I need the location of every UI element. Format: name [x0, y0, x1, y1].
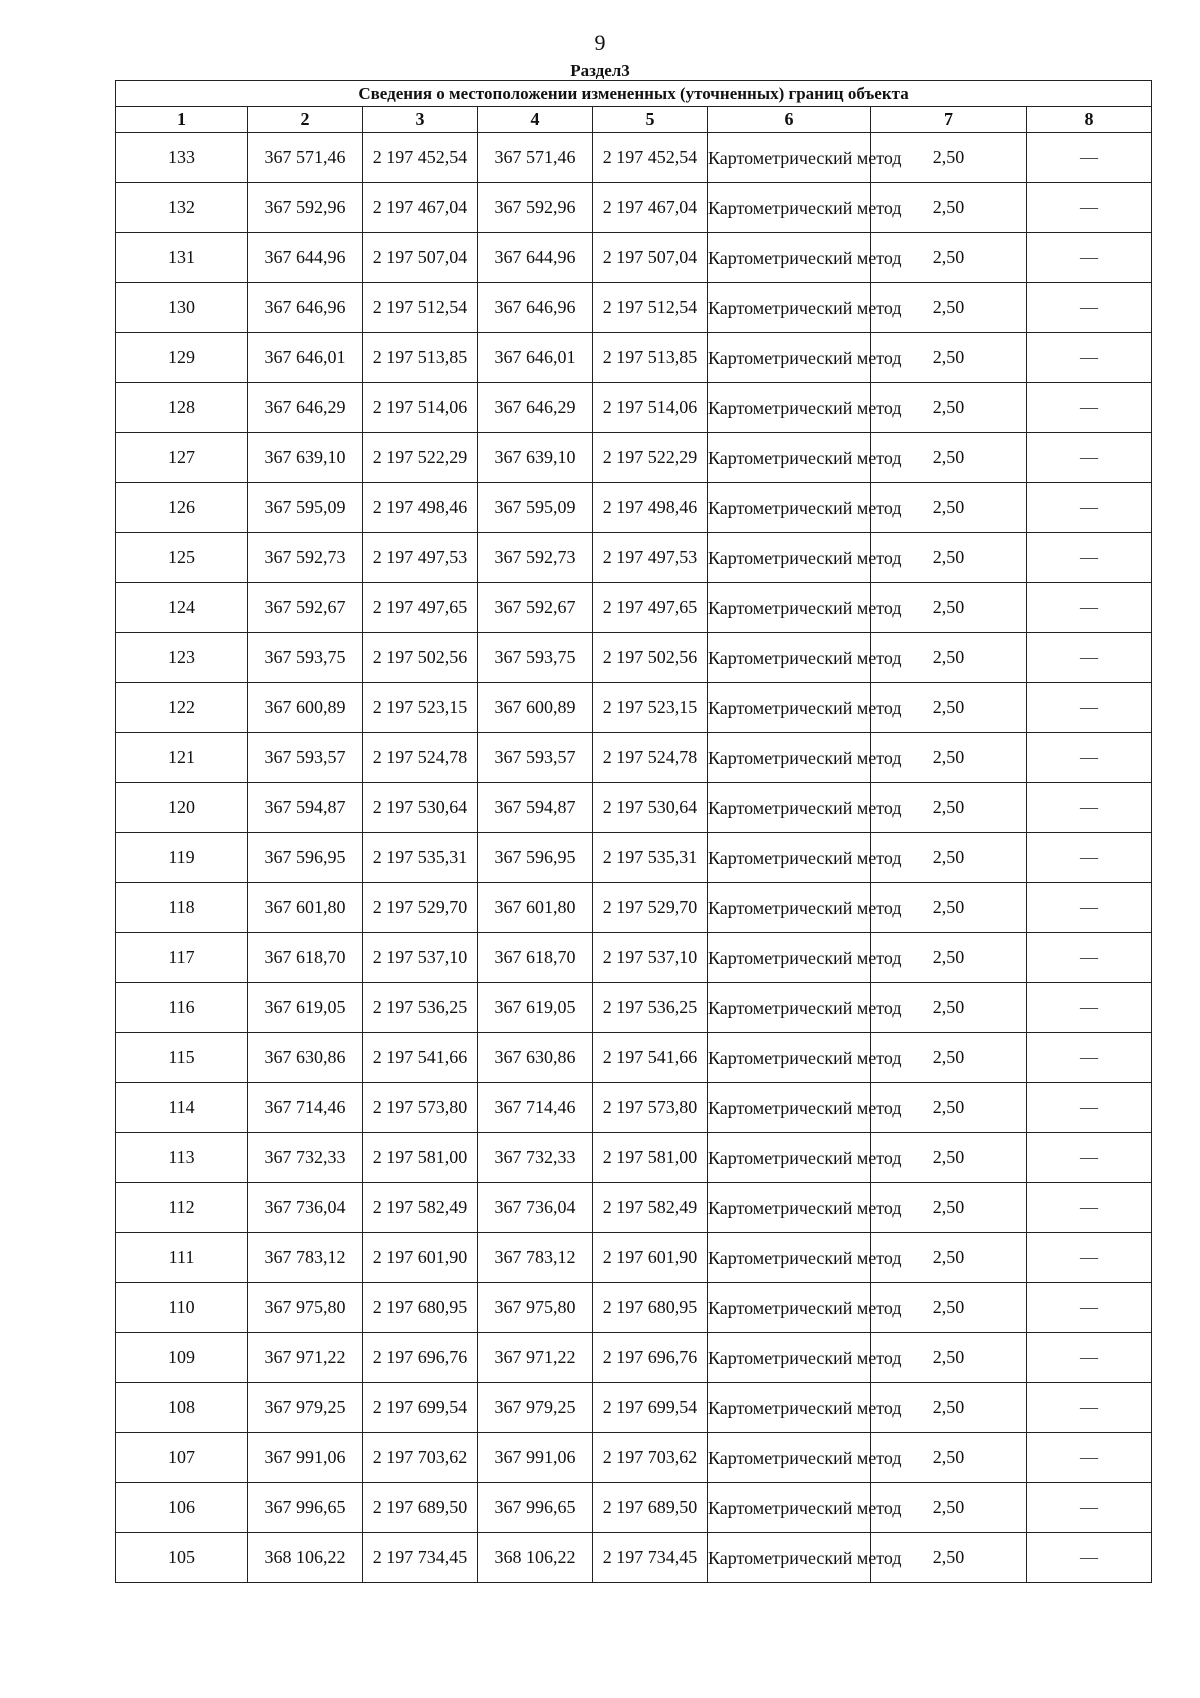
x-coordinate-cell: 367 619,05 — [478, 983, 593, 1033]
method-cell: Картометрический метод — [708, 533, 871, 583]
x-coordinate-cell: 367 630,86 — [248, 1033, 363, 1083]
accuracy-cell: 2,50 — [871, 1033, 1027, 1083]
point-number-cell: 110 — [116, 1283, 248, 1333]
y-coordinate-cell: 2 197 497,65 — [363, 583, 478, 633]
description-cell: — — [1027, 1133, 1152, 1183]
y-coordinate-cell: 2 197 522,29 — [363, 433, 478, 483]
accuracy-cell: 2,50 — [871, 1433, 1027, 1483]
description-cell: — — [1027, 933, 1152, 983]
x-coordinate-cell: 367 714,46 — [248, 1083, 363, 1133]
x-coordinate-cell: 367 593,75 — [248, 633, 363, 683]
x-coordinate-cell: 367 592,67 — [478, 583, 593, 633]
y-coordinate-cell: 2 197 703,62 — [363, 1433, 478, 1483]
x-coordinate-cell: 367 979,25 — [478, 1383, 593, 1433]
description-cell: — — [1027, 1033, 1152, 1083]
x-coordinate-cell: 367 736,04 — [478, 1183, 593, 1233]
accuracy-cell: 2,50 — [871, 1233, 1027, 1283]
x-coordinate-cell: 367 571,46 — [248, 133, 363, 183]
x-coordinate-cell: 367 783,12 — [478, 1233, 593, 1283]
accuracy-cell: 2,50 — [871, 1083, 1027, 1133]
method-cell: Картометрический метод — [708, 133, 871, 183]
method-cell: Картометрический метод — [708, 383, 871, 433]
accuracy-cell: 2,50 — [871, 1483, 1027, 1533]
description-cell: — — [1027, 983, 1152, 1033]
table-row — [116, 733, 1152, 783]
y-coordinate-cell: 2 197 601,90 — [593, 1233, 708, 1283]
x-coordinate-cell: 367 991,06 — [478, 1433, 593, 1483]
x-coordinate-cell: 367 971,22 — [248, 1333, 363, 1383]
y-coordinate-cell: 2 197 467,04 — [593, 183, 708, 233]
method-cell: Картометрический метод — [708, 483, 871, 533]
x-coordinate-cell: 367 619,05 — [248, 983, 363, 1033]
y-coordinate-cell: 2 197 497,53 — [593, 533, 708, 583]
method-cell: Картометрический метод — [708, 333, 871, 383]
y-coordinate-cell: 2 197 498,46 — [593, 483, 708, 533]
y-coordinate-cell: 2 197 573,80 — [593, 1083, 708, 1133]
y-coordinate-cell: 2 197 507,04 — [363, 233, 478, 283]
y-coordinate-cell: 2 197 507,04 — [593, 233, 708, 283]
column-header: 1 — [116, 107, 248, 133]
x-coordinate-cell: 367 601,80 — [248, 883, 363, 933]
point-number-cell: 128 — [116, 383, 248, 433]
method-cell: Картометрический метод — [708, 733, 871, 783]
table-caption: Сведения о местоположении измененных (уточненных) границ объекта — [116, 81, 1152, 107]
point-number-cell: 116 — [116, 983, 248, 1033]
x-coordinate-cell: 367 592,67 — [248, 583, 363, 633]
y-coordinate-cell: 2 197 530,64 — [363, 783, 478, 833]
x-coordinate-cell: 367 646,96 — [478, 283, 593, 333]
table-row — [116, 1333, 1152, 1383]
y-coordinate-cell: 2 197 523,15 — [593, 683, 708, 733]
table-row — [116, 1283, 1152, 1333]
description-cell: — — [1027, 1233, 1152, 1283]
y-coordinate-cell: 2 197 696,76 — [363, 1333, 478, 1383]
point-number-cell: 106 — [116, 1483, 248, 1533]
table-row — [116, 1483, 1152, 1533]
method-cell: Картометрический метод — [708, 583, 871, 633]
accuracy-cell: 2,50 — [871, 483, 1027, 533]
description-cell: — — [1027, 783, 1152, 833]
y-coordinate-cell: 2 197 734,45 — [363, 1533, 478, 1583]
y-coordinate-cell: 2 197 536,25 — [593, 983, 708, 1033]
method-cell: Картометрический метод — [708, 433, 871, 483]
method-cell: Картометрический метод — [708, 1433, 871, 1483]
column-header: 5 — [593, 107, 708, 133]
description-cell: — — [1027, 133, 1152, 183]
method-cell: Картометрический метод — [708, 1033, 871, 1083]
description-cell: — — [1027, 183, 1152, 233]
method-cell: Картометрический метод — [708, 783, 871, 833]
x-coordinate-cell: 367 592,73 — [248, 533, 363, 583]
point-number-cell: 113 — [116, 1133, 248, 1183]
accuracy-cell: 2,50 — [871, 433, 1027, 483]
description-cell: — — [1027, 433, 1152, 483]
x-coordinate-cell: 367 736,04 — [248, 1183, 363, 1233]
description-cell: — — [1027, 1183, 1152, 1233]
column-header: 3 — [363, 107, 478, 133]
point-number-cell: 120 — [116, 783, 248, 833]
y-coordinate-cell: 2 197 514,06 — [363, 383, 478, 433]
y-coordinate-cell: 2 197 524,78 — [593, 733, 708, 783]
method-cell: Картометрический метод — [708, 633, 871, 683]
y-coordinate-cell: 2 197 530,64 — [593, 783, 708, 833]
table-row — [116, 633, 1152, 683]
column-header: 6 — [708, 107, 871, 133]
method-cell: Картометрический метод — [708, 1233, 871, 1283]
accuracy-cell: 2,50 — [871, 733, 1027, 783]
y-coordinate-cell: 2 197 573,80 — [363, 1083, 478, 1133]
method-cell: Картометрический метод — [708, 883, 871, 933]
accuracy-cell: 2,50 — [871, 1183, 1027, 1233]
description-cell: — — [1027, 283, 1152, 333]
x-coordinate-cell: 367 644,96 — [248, 233, 363, 283]
accuracy-cell: 2,50 — [871, 1333, 1027, 1383]
table-body — [116, 133, 1152, 1583]
x-coordinate-cell: 367 646,01 — [248, 333, 363, 383]
x-coordinate-cell: 367 593,57 — [248, 733, 363, 783]
table-row — [116, 933, 1152, 983]
description-cell: — — [1027, 1383, 1152, 1433]
method-cell: Картометрический метод — [708, 1483, 871, 1533]
method-cell: Картометрический метод — [708, 1183, 871, 1233]
x-coordinate-cell: 367 618,70 — [478, 933, 593, 983]
table-row — [116, 1383, 1152, 1433]
accuracy-cell: 2,50 — [871, 533, 1027, 583]
method-cell: Картометрический метод — [708, 1383, 871, 1433]
point-number-cell: 111 — [116, 1233, 248, 1283]
table-row — [116, 1083, 1152, 1133]
y-coordinate-cell: 2 197 529,70 — [593, 883, 708, 933]
y-coordinate-cell: 2 197 529,70 — [363, 883, 478, 933]
accuracy-cell: 2,50 — [871, 1283, 1027, 1333]
y-coordinate-cell: 2 197 467,04 — [363, 183, 478, 233]
table-row — [116, 333, 1152, 383]
x-coordinate-cell: 367 646,01 — [478, 333, 593, 383]
method-cell: Картометрический метод — [708, 683, 871, 733]
y-coordinate-cell: 2 197 541,66 — [593, 1033, 708, 1083]
table-row — [116, 683, 1152, 733]
y-coordinate-cell: 2 197 523,15 — [363, 683, 478, 733]
point-number-cell: 126 — [116, 483, 248, 533]
accuracy-cell: 2,50 — [871, 1133, 1027, 1183]
x-coordinate-cell: 368 106,22 — [478, 1533, 593, 1583]
accuracy-cell: 2,50 — [871, 983, 1027, 1033]
accuracy-cell: 2,50 — [871, 633, 1027, 683]
description-cell: — — [1027, 1483, 1152, 1533]
accuracy-cell: 2,50 — [871, 283, 1027, 333]
description-cell: — — [1027, 1083, 1152, 1133]
y-coordinate-cell: 2 197 524,78 — [363, 733, 478, 783]
column-header: 4 — [478, 107, 593, 133]
y-coordinate-cell: 2 197 699,54 — [363, 1383, 478, 1433]
accuracy-cell: 2,50 — [871, 183, 1027, 233]
y-coordinate-cell: 2 197 699,54 — [593, 1383, 708, 1433]
table-row — [116, 433, 1152, 483]
y-coordinate-cell: 2 197 452,54 — [363, 133, 478, 183]
x-coordinate-cell: 367 996,65 — [248, 1483, 363, 1533]
x-coordinate-cell: 367 593,75 — [478, 633, 593, 683]
x-coordinate-cell: 367 783,12 — [248, 1233, 363, 1283]
y-coordinate-cell: 2 197 497,53 — [363, 533, 478, 583]
table-row — [116, 1133, 1152, 1183]
description-cell: — — [1027, 233, 1152, 283]
x-coordinate-cell: 367 971,22 — [478, 1333, 593, 1383]
point-number-cell: 130 — [116, 283, 248, 333]
x-coordinate-cell: 367 630,86 — [478, 1033, 593, 1083]
y-coordinate-cell: 2 197 696,76 — [593, 1333, 708, 1383]
x-coordinate-cell: 367 594,87 — [248, 783, 363, 833]
y-coordinate-cell: 2 197 536,25 — [363, 983, 478, 1033]
x-coordinate-cell: 367 592,96 — [248, 183, 363, 233]
x-coordinate-cell: 367 646,29 — [478, 383, 593, 433]
point-number-cell: 131 — [116, 233, 248, 283]
accuracy-cell: 2,50 — [871, 583, 1027, 633]
point-number-cell: 114 — [116, 1083, 248, 1133]
accuracy-cell: 2,50 — [871, 1533, 1027, 1583]
accuracy-cell: 2,50 — [871, 1383, 1027, 1433]
description-cell: — — [1027, 483, 1152, 533]
y-coordinate-cell: 2 197 703,62 — [593, 1433, 708, 1483]
accuracy-cell: 2,50 — [871, 383, 1027, 433]
x-coordinate-cell: 367 595,09 — [478, 483, 593, 533]
y-coordinate-cell: 2 197 601,90 — [363, 1233, 478, 1283]
x-coordinate-cell: 367 975,80 — [248, 1283, 363, 1333]
y-coordinate-cell: 2 197 535,31 — [363, 833, 478, 883]
y-coordinate-cell: 2 197 541,66 — [363, 1033, 478, 1083]
y-coordinate-cell: 2 197 512,54 — [593, 283, 708, 333]
point-number-cell: 112 — [116, 1183, 248, 1233]
x-coordinate-cell: 367 600,89 — [248, 683, 363, 733]
method-cell: Картометрический метод — [708, 183, 871, 233]
method-cell: Картометрический метод — [708, 1333, 871, 1383]
y-coordinate-cell: 2 197 582,49 — [593, 1183, 708, 1233]
column-header: 7 — [871, 107, 1027, 133]
accuracy-cell: 2,50 — [871, 683, 1027, 733]
x-coordinate-cell: 367 571,46 — [478, 133, 593, 183]
y-coordinate-cell: 2 197 512,54 — [363, 283, 478, 333]
page-number: 9 — [594, 30, 606, 55]
point-number-cell: 129 — [116, 333, 248, 383]
table-row — [116, 883, 1152, 933]
accuracy-cell: 2,50 — [871, 933, 1027, 983]
method-cell: Картометрический метод — [708, 1533, 871, 1583]
y-coordinate-cell: 2 197 582,49 — [363, 1183, 478, 1233]
y-coordinate-cell: 2 197 680,95 — [593, 1283, 708, 1333]
y-coordinate-cell: 2 197 522,29 — [593, 433, 708, 483]
table-caption-row — [116, 81, 1152, 107]
point-number-cell: 119 — [116, 833, 248, 883]
method-cell: Картометрический метод — [708, 1083, 871, 1133]
table-row — [116, 383, 1152, 433]
description-cell: — — [1027, 683, 1152, 733]
description-cell: — — [1027, 1283, 1152, 1333]
x-coordinate-cell: 367 639,10 — [478, 433, 593, 483]
description-cell: — — [1027, 1433, 1152, 1483]
y-coordinate-cell: 2 197 452,54 — [593, 133, 708, 183]
y-coordinate-cell: 2 197 537,10 — [593, 933, 708, 983]
table-row — [116, 833, 1152, 883]
x-coordinate-cell: 367 732,33 — [248, 1133, 363, 1183]
point-number-cell: 121 — [116, 733, 248, 783]
point-number-cell: 105 — [116, 1533, 248, 1583]
x-coordinate-cell: 367 646,29 — [248, 383, 363, 433]
x-coordinate-cell: 367 592,96 — [478, 183, 593, 233]
x-coordinate-cell: 367 975,80 — [478, 1283, 593, 1333]
method-cell: Картометрический метод — [708, 283, 871, 333]
table-row — [116, 483, 1152, 533]
column-header: 2 — [248, 107, 363, 133]
point-number-cell: 118 — [116, 883, 248, 933]
y-coordinate-cell: 2 197 513,85 — [363, 333, 478, 383]
description-cell: — — [1027, 1333, 1152, 1383]
x-coordinate-cell: 367 996,65 — [478, 1483, 593, 1533]
point-number-cell: 125 — [116, 533, 248, 583]
y-coordinate-cell: 2 197 734,45 — [593, 1533, 708, 1583]
description-cell: — — [1027, 883, 1152, 933]
point-number-cell: 117 — [116, 933, 248, 983]
point-number-cell: 108 — [116, 1383, 248, 1433]
accuracy-cell: 2,50 — [871, 233, 1027, 283]
x-coordinate-cell: 367 600,89 — [478, 683, 593, 733]
accuracy-cell: 2,50 — [871, 133, 1027, 183]
accuracy-cell: 2,50 — [871, 833, 1027, 883]
column-header: 8 — [1027, 107, 1152, 133]
table-row — [116, 583, 1152, 633]
description-cell: — — [1027, 1533, 1152, 1583]
table-header-row — [116, 107, 1152, 133]
point-number-cell: 133 — [116, 133, 248, 183]
method-cell: Картометрический метод — [708, 1283, 871, 1333]
description-cell: — — [1027, 533, 1152, 583]
description-cell: — — [1027, 333, 1152, 383]
x-coordinate-cell: 367 714,46 — [478, 1083, 593, 1133]
y-coordinate-cell: 2 197 537,10 — [363, 933, 478, 983]
point-number-cell: 127 — [116, 433, 248, 483]
y-coordinate-cell: 2 197 581,00 — [363, 1133, 478, 1183]
point-number-cell: 115 — [116, 1033, 248, 1083]
y-coordinate-cell: 2 197 502,56 — [593, 633, 708, 683]
point-number-cell: 122 — [116, 683, 248, 733]
x-coordinate-cell: 367 601,80 — [478, 883, 593, 933]
y-coordinate-cell: 2 197 581,00 — [593, 1133, 708, 1183]
table-row — [116, 983, 1152, 1033]
x-coordinate-cell: 367 732,33 — [478, 1133, 593, 1183]
table-row — [116, 233, 1152, 283]
point-number-cell: 107 — [116, 1433, 248, 1483]
description-cell: — — [1027, 383, 1152, 433]
table-row — [116, 1233, 1152, 1283]
x-coordinate-cell: 367 991,06 — [248, 1433, 363, 1483]
x-coordinate-cell: 367 596,95 — [248, 833, 363, 883]
x-coordinate-cell: 367 646,96 — [248, 283, 363, 333]
y-coordinate-cell: 2 197 680,95 — [363, 1283, 478, 1333]
method-cell: Картометрический метод — [708, 983, 871, 1033]
point-number-cell: 123 — [116, 633, 248, 683]
x-coordinate-cell: 367 594,87 — [478, 783, 593, 833]
table-row — [116, 533, 1152, 583]
x-coordinate-cell: 367 639,10 — [248, 433, 363, 483]
x-coordinate-cell: 368 106,22 — [248, 1533, 363, 1583]
accuracy-cell: 2,50 — [871, 783, 1027, 833]
y-coordinate-cell: 2 197 535,31 — [593, 833, 708, 883]
table-row — [116, 1533, 1152, 1583]
y-coordinate-cell: 2 197 497,65 — [593, 583, 708, 633]
description-cell: — — [1027, 583, 1152, 633]
y-coordinate-cell: 2 197 502,56 — [363, 633, 478, 683]
accuracy-cell: 2,50 — [871, 333, 1027, 383]
x-coordinate-cell: 367 618,70 — [248, 933, 363, 983]
table-row — [116, 1183, 1152, 1233]
x-coordinate-cell: 367 644,96 — [478, 233, 593, 283]
y-coordinate-cell: 2 197 689,50 — [593, 1483, 708, 1533]
table-row — [116, 1033, 1152, 1083]
description-cell: — — [1027, 733, 1152, 783]
description-cell: — — [1027, 833, 1152, 883]
point-number-cell: 124 — [116, 583, 248, 633]
accuracy-cell: 2,50 — [871, 883, 1027, 933]
x-coordinate-cell: 367 593,57 — [478, 733, 593, 783]
method-cell: Картометрический метод — [708, 933, 871, 983]
y-coordinate-cell: 2 197 514,06 — [593, 383, 708, 433]
y-coordinate-cell: 2 197 498,46 — [363, 483, 478, 533]
method-cell: Картометрический метод — [708, 833, 871, 883]
table-row — [116, 183, 1152, 233]
x-coordinate-cell: 367 979,25 — [248, 1383, 363, 1433]
method-cell: Картометрический метод — [708, 233, 871, 283]
method-cell: Картометрический метод — [708, 1133, 871, 1183]
point-number-cell: 109 — [116, 1333, 248, 1383]
y-coordinate-cell: 2 197 513,85 — [593, 333, 708, 383]
point-number-cell: 132 — [116, 183, 248, 233]
table-row — [116, 1433, 1152, 1483]
table-row — [116, 133, 1152, 183]
x-coordinate-cell: 367 592,73 — [478, 533, 593, 583]
table-row — [116, 283, 1152, 333]
boundary-points-table — [115, 80, 1152, 1583]
section-title: Раздел3 — [570, 61, 630, 80]
x-coordinate-cell: 367 596,95 — [478, 833, 593, 883]
table-row — [116, 783, 1152, 833]
description-cell: — — [1027, 633, 1152, 683]
y-coordinate-cell: 2 197 689,50 — [363, 1483, 478, 1533]
x-coordinate-cell: 367 595,09 — [248, 483, 363, 533]
